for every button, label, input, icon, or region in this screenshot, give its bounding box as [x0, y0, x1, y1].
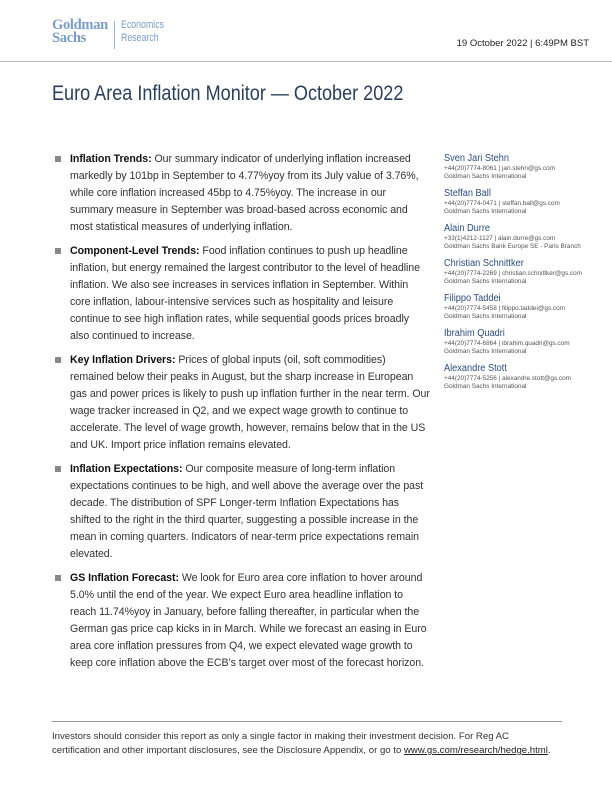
bullet-square-icon — [55, 357, 61, 363]
bullet-square-icon — [55, 248, 61, 254]
logo-line2: Sachs — [52, 30, 86, 46]
dept-line2: Research — [120, 32, 159, 44]
author-contact[interactable]: +44(20)7774-2269 | christian.schnittker@gs.com — [444, 270, 582, 277]
author-list — [444, 153, 604, 398]
bullet-item — [52, 243, 430, 345]
author-name: Alexandre Stott — [444, 363, 507, 374]
author-org: Goldman Sachs Bank Europe SE - Paris Branch — [444, 243, 581, 250]
author-entry — [444, 258, 604, 286]
bullet-item — [52, 461, 430, 563]
bullet-label: Inflation Trends: — [70, 153, 152, 165]
summary-bullets — [52, 151, 430, 679]
author-name: Steffan Ball — [444, 188, 491, 199]
dept-line1: Economics — [120, 19, 164, 31]
footer-divider — [52, 721, 562, 722]
bullet-text: Our summary indicator of underlying inflation increased markedly by 101bp in September to 4.77%yoy from its July value of 3.76%, while core inflation increased 45bp to 4.75%yoy. The increase in our summary measure in September was broad-based across economic and most statistical measures of underlying inflation. — [70, 153, 419, 233]
author-entry — [444, 363, 604, 391]
logo-divider — [114, 21, 115, 49]
author-org: Goldman Sachs International — [444, 173, 527, 180]
bullet-item — [52, 151, 430, 236]
author-name: Ibrahim Quadri — [444, 328, 505, 339]
bullet-label: Component-Level Trends: — [70, 245, 200, 257]
disclosure-text: Investors should consider this report as only a single factor in making their investment decision. For Reg AC certification and other important disclosures, see the Disclosure Appendix, or go to — [52, 731, 509, 756]
author-name: Sven Jari Stehn — [444, 153, 509, 164]
author-entry — [444, 328, 604, 356]
bullet-item — [52, 570, 430, 672]
author-org: Goldman Sachs International — [444, 278, 527, 285]
author-name: Filippo Taddei — [444, 293, 501, 304]
disclosure-footer — [52, 730, 552, 758]
author-contact[interactable]: +44(20)7774-8061 | jari.stehn@gs.com — [444, 165, 555, 172]
bullet-label: Inflation Expectations: — [70, 463, 183, 475]
bullet-label: Key Inflation Drivers: — [70, 354, 176, 366]
author-contact[interactable]: +44(20)7774-0471 | steffan.ball@gs.com — [444, 200, 560, 207]
author-entry — [444, 153, 604, 181]
bullet-text: Prices of global inputs (oil, soft commodities) remained below their peaks in August, but the sharp increase in European gas and power prices is likely to push up inflation further in the near term. Our wage tracker increased in Q2, and we expect wage growth to continue to accelerate. The level of wage growth, however, remains below that in the US and UK. Import price inflation remains elevated. — [70, 354, 430, 451]
author-org: Goldman Sachs International — [444, 208, 527, 215]
author-entry — [444, 188, 604, 216]
author-contact[interactable]: +33(1)4212-1127 | alain.durre@gs.com — [444, 235, 556, 242]
page-title: Euro Area Inflation Monitor — October 2022 — [52, 82, 404, 105]
author-contact[interactable]: +44(20)7774-5458 | filippo.taddei@gs.com — [444, 305, 565, 312]
bullet-label: GS Inflation Forecast: — [70, 572, 179, 584]
author-name: Alain Durre — [444, 223, 491, 234]
author-org: Goldman Sachs International — [444, 383, 527, 390]
header-divider — [0, 61, 612, 62]
bullet-square-icon — [55, 156, 61, 162]
bullet-text: Food inflation continues to push up headline inflation, but energy remained the largest contributor to the level of headline inflation. We also see increases in services inflation in September. Within core inflation, labour-intensive services such as hospitality and leisure continue to see high inflation rates, while sequential goods prices broadly also continued to increase. — [70, 245, 420, 342]
bullet-text: We look for Euro area core inflation to hover around 5.0% until the end of the year. We expect Euro area headline inflation to reach 11.74%yoy in January, before falling thereafter, in particular when the German gas price cap kicks in in March. While we forecast an easing in Euro area core inflation pressures from Q4, we expect elevated wage growth to keep core inflation above the ECB’s target over most of the forecast horizon. — [70, 572, 427, 669]
author-contact[interactable]: +44(20)7774-5256 | alexandre.stott@gs.com — [444, 375, 571, 382]
author-contact[interactable]: +44(20)7774-6864 | ibrahim.quadri@gs.com — [444, 340, 570, 347]
bullet-item — [52, 352, 430, 454]
bullet-square-icon — [55, 466, 61, 472]
logo-line1: Goldman — [52, 17, 108, 33]
author-org: Goldman Sachs International — [444, 348, 527, 355]
bullet-square-icon — [55, 575, 61, 581]
author-entry — [444, 293, 604, 321]
author-name: Christian Schnittker — [444, 258, 524, 269]
author-org: Goldman Sachs International — [444, 313, 527, 320]
disclosure-end: . — [547, 745, 551, 756]
bullet-text: Our composite measure of long-term inflation expectations continues to be high, and well above the average over the past decade. The distribution of SPF Longer-term Inflation Expectations has shifted to the right in the third quarter, suggesting a possible increase in the mean in coming quarters. Indicators of near-term price expectations remain elevated. — [70, 463, 424, 560]
author-entry — [444, 223, 604, 251]
report-date: 19 October 2022 | 6:49PM BST — [456, 38, 589, 49]
goldman-sachs-logo — [52, 19, 175, 49]
disclosure-link[interactable]: www.gs.com/research/hedge.html — [403, 745, 548, 756]
